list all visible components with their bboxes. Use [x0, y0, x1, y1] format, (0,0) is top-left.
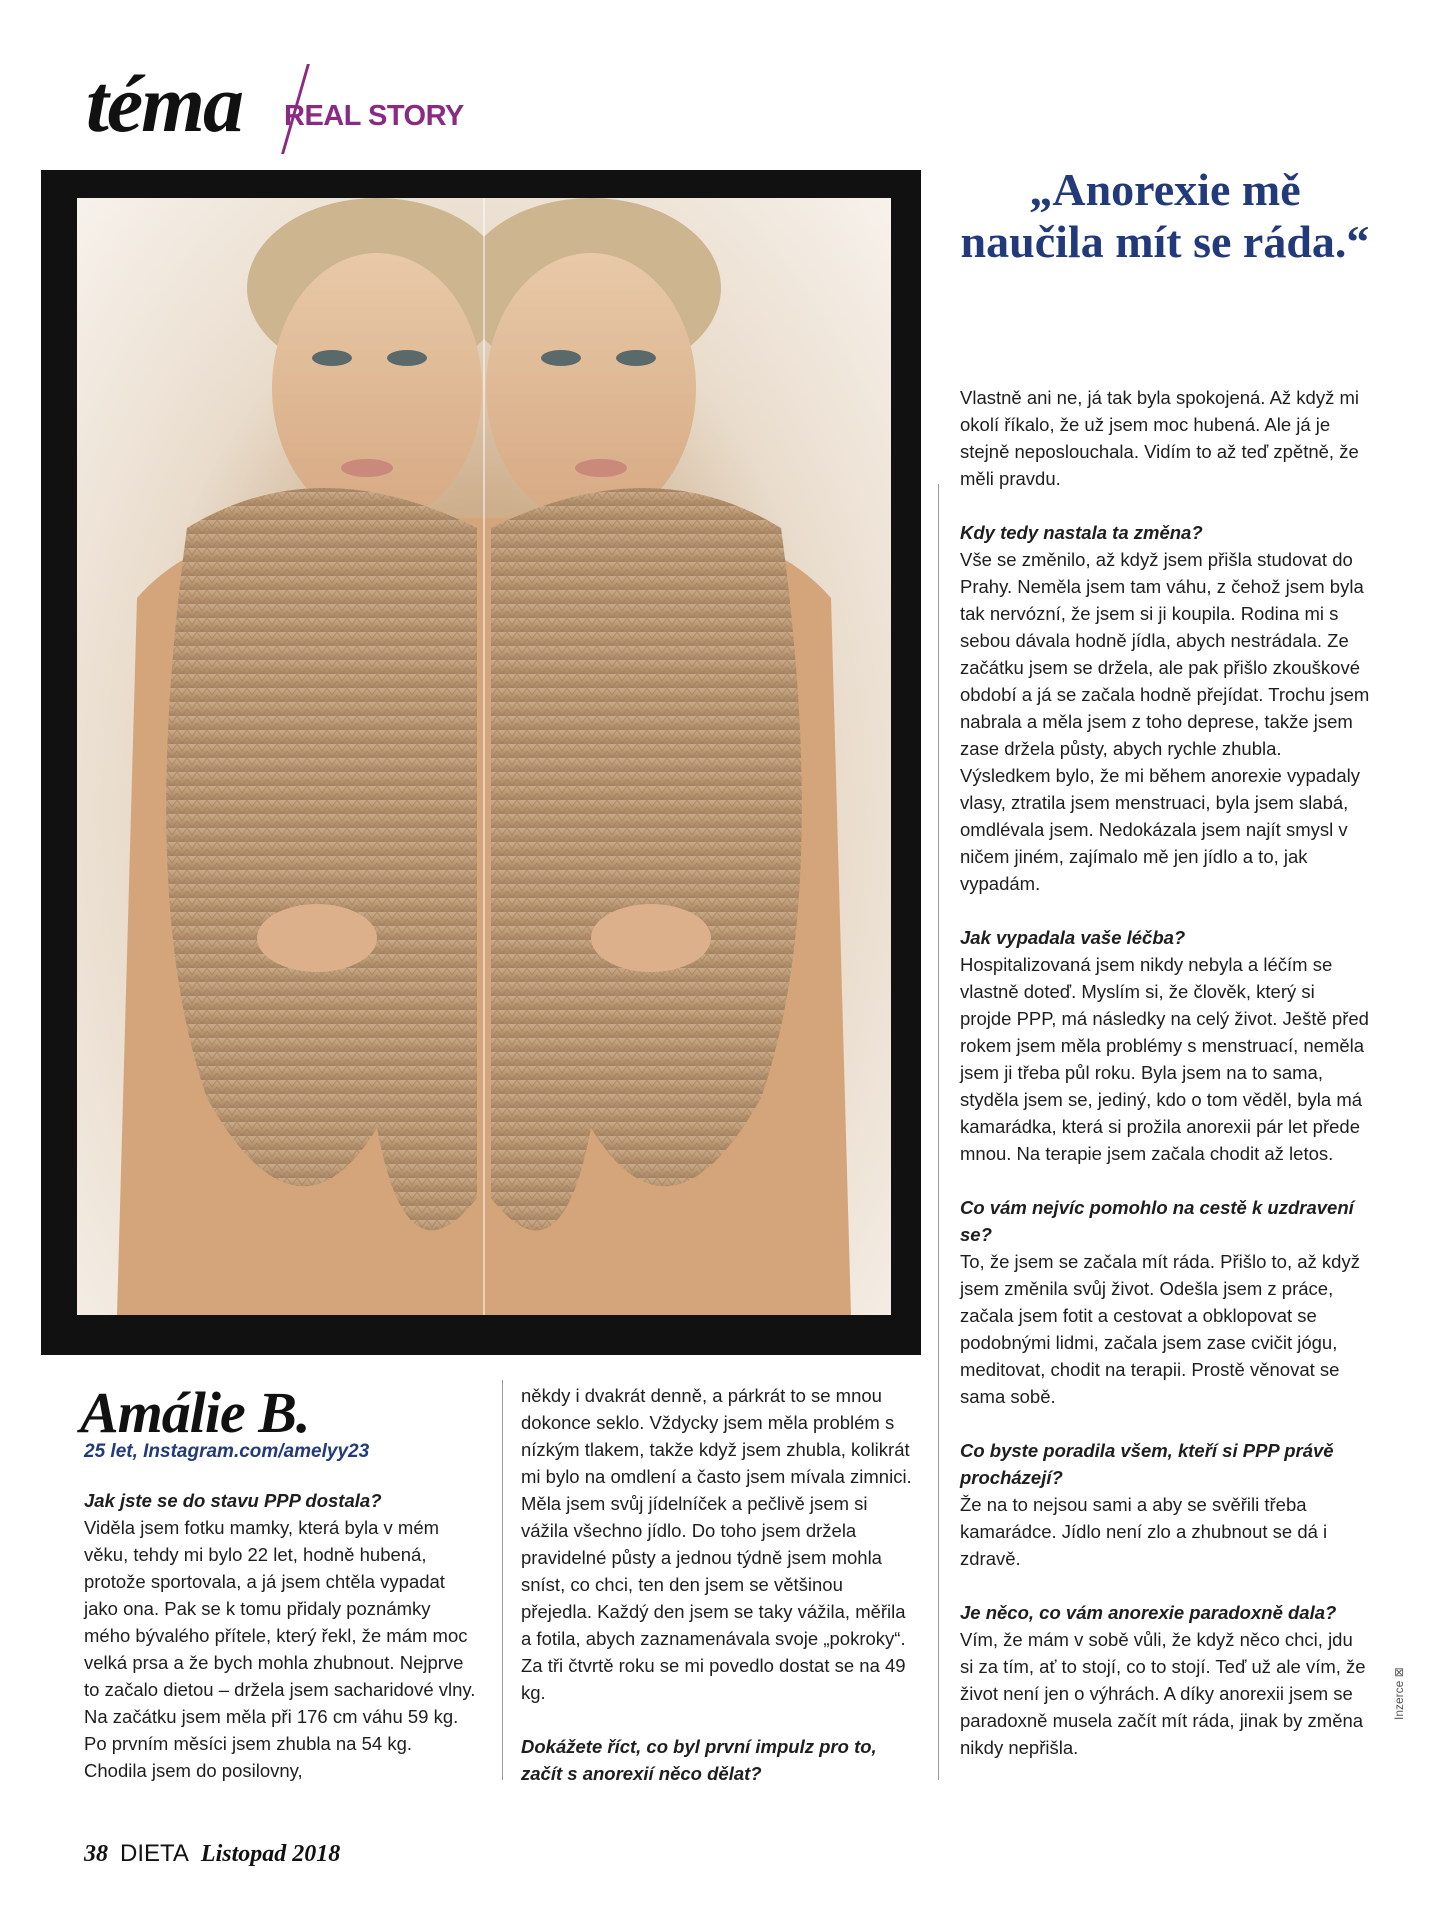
question-heading: Jak jste se do stavu PPP dostala?: [84, 1490, 382, 1511]
answer-paragraph: Vše se změnilo, až když jsem přišla studovat do Prahy. Neměla jsem tam váhu, z čehož jsem byla tak nervózní, že jsem si ji koupila. Rodina mi s sebou dávala hodně jídla, abych nestrádala. Ze začátku jsem se držela, ale pak přišlo zkouškové období a já se začala hodně přejídat. Trochu jsem nabrala a měla jsem z toho deprese, takže jsem zase držela půsty, abych rychle zhubla. Výsledkem bylo, že mi během anorexie vypadaly vlasy, ztratila jsem menstruaci, byla jsem slabá, omdlévala jsem. Nedokázala jsem najít smysl v ničem jiném, zajímalo mě jen jídlo a to, jak vypadám.: [960, 549, 1370, 894]
answer-paragraph: Viděla jsem fotku mamky, která byla v mém věku, tehdy mi bylo 22 let, hodně hubená, protože sportovala, a já jsem chtěla vypadat jako ona. Pak se k tomu přidaly poznámky mého bývalého přítele, který řekl, že mám moc velká prsa a že bych mohla zhubnout. Nejprve to začalo dietou – držela jsem sacharidové vlny. Na začátku jsem měla při 176 cm váhu 59 kg. Po prvním měsíci jsem zhubla na 54 kg. Chodila jsem do posilovny,: [84, 1517, 476, 1781]
answer-paragraph: Vím, že mám v sobě vůli, že když něco chci, jdu si za tím, ať to stojí, co to stojí. Teď už ale vím, že život není jen o výhrách. A díky anorexii jsem se paradoxně musela začít mít ráda, jinak by změna nikdy nepřišla.: [960, 1629, 1366, 1758]
page-footer: [84, 1840, 340, 1868]
article-column-middle: [521, 1382, 916, 1787]
question-heading: Co vám nejvíc pomohlo na cestě k uzdravení se?: [960, 1197, 1354, 1245]
answer-paragraph: Hospitalizovaná jsem nikdy nebyla a léčím se vlastně doteď. Myslím si, že člověk, který si projde PPP, má následky na celý život. Ještě před rokem jsem měla problémy s menstruací, neměla jsem ji třeba půl roku. Byla jsem na to sama, styděla jsem se, jediný, kdo o tom věděl, byla má kamarádka, která si prožila anorexii pár let přede mnou. Na terapie jsem začala chodit až letos.: [960, 954, 1369, 1164]
question-heading: Je něco, co vám anorexie paradoxně dala?: [960, 1602, 1337, 1623]
column-divider: [502, 1380, 503, 1780]
answer-paragraph: někdy i dvakrát denně, a párkrát to se mnou dokonce seklo. Vždycky jsem měla problém s nízkým tlakem, takže když jsem zhubla, kolikrát mi bylo na omdlení a často jsem mívala zimnici. Měla jsem svůj jídelníček a pečlivě jsem si vážila všechno jídlo. Do toho jsem držela pravidelné půsty a jednou týdně jsem mohla sníst, co chci, ten den jsem se většinou přejedla. Každý den jsem se taky vážila, měřila a fotila, abych zaznamenávala svoje „pokroky“. Za tři čtvrtě roku se mi povedlo dostat se na 49 kg.: [521, 1385, 912, 1703]
question-heading: Kdy tedy nastala ta změna?: [960, 522, 1203, 543]
issue-date: Listopad 2018: [200, 1841, 341, 1867]
section-title: téma: [86, 58, 242, 149]
photo-image: [77, 198, 891, 1315]
answer-paragraph: Vlastně ani ne, já tak byla spokojená. Až když mi okolí říkalo, že už jsem moc hubená. Ale já je stejně neposlouchala. Vidím to až teď zpětně, že měli pravdu.: [960, 387, 1359, 489]
article-column-left: [84, 1487, 479, 1811]
advertisement-label: Inzerce ⊠: [1392, 1667, 1406, 1720]
question-heading: Jak vypadala vaše léčba?: [960, 927, 1186, 948]
section-subtitle: REAL STORY: [284, 100, 464, 132]
article-column-right: [960, 384, 1370, 1788]
answer-paragraph: To, že jsem se začala mít ráda. Přišlo to, až když jsem změnila svůj život. Odešla jsem z práce, začala jsem fotit a cestovat a obklopovat se podobnými lidmi, začala jsem zase cvičit jógu, meditovat, chodit na terapii. Prostě věnovat se sama sobě.: [960, 1251, 1360, 1407]
profile-name: Amálie B.: [80, 1380, 310, 1445]
question-heading: Dokážete říct, co byl první impulz pro to, začít s anorexií něco dělat?: [521, 1736, 877, 1784]
answer-paragraph: Že na to nejsou sami a aby se svěřili třeba kamarádce. Jídlo není zlo a zhubnout se dá i zdravě.: [960, 1494, 1328, 1569]
magazine-name: DIETA: [120, 1840, 189, 1867]
profile-details: 25 let, Instagram.com/amelyy23: [84, 1441, 370, 1462]
column-divider: [938, 484, 939, 1780]
mirrored-portrait-illustration: [77, 198, 891, 1315]
page-number: 38: [84, 1841, 108, 1867]
portrait-photo: [41, 170, 921, 1355]
question-heading: Co byste poradila všem, kteří si PPP právě procházejí?: [960, 1440, 1334, 1488]
pull-quote: „Anorexie mě naučila mít se ráda.“: [960, 164, 1370, 267]
